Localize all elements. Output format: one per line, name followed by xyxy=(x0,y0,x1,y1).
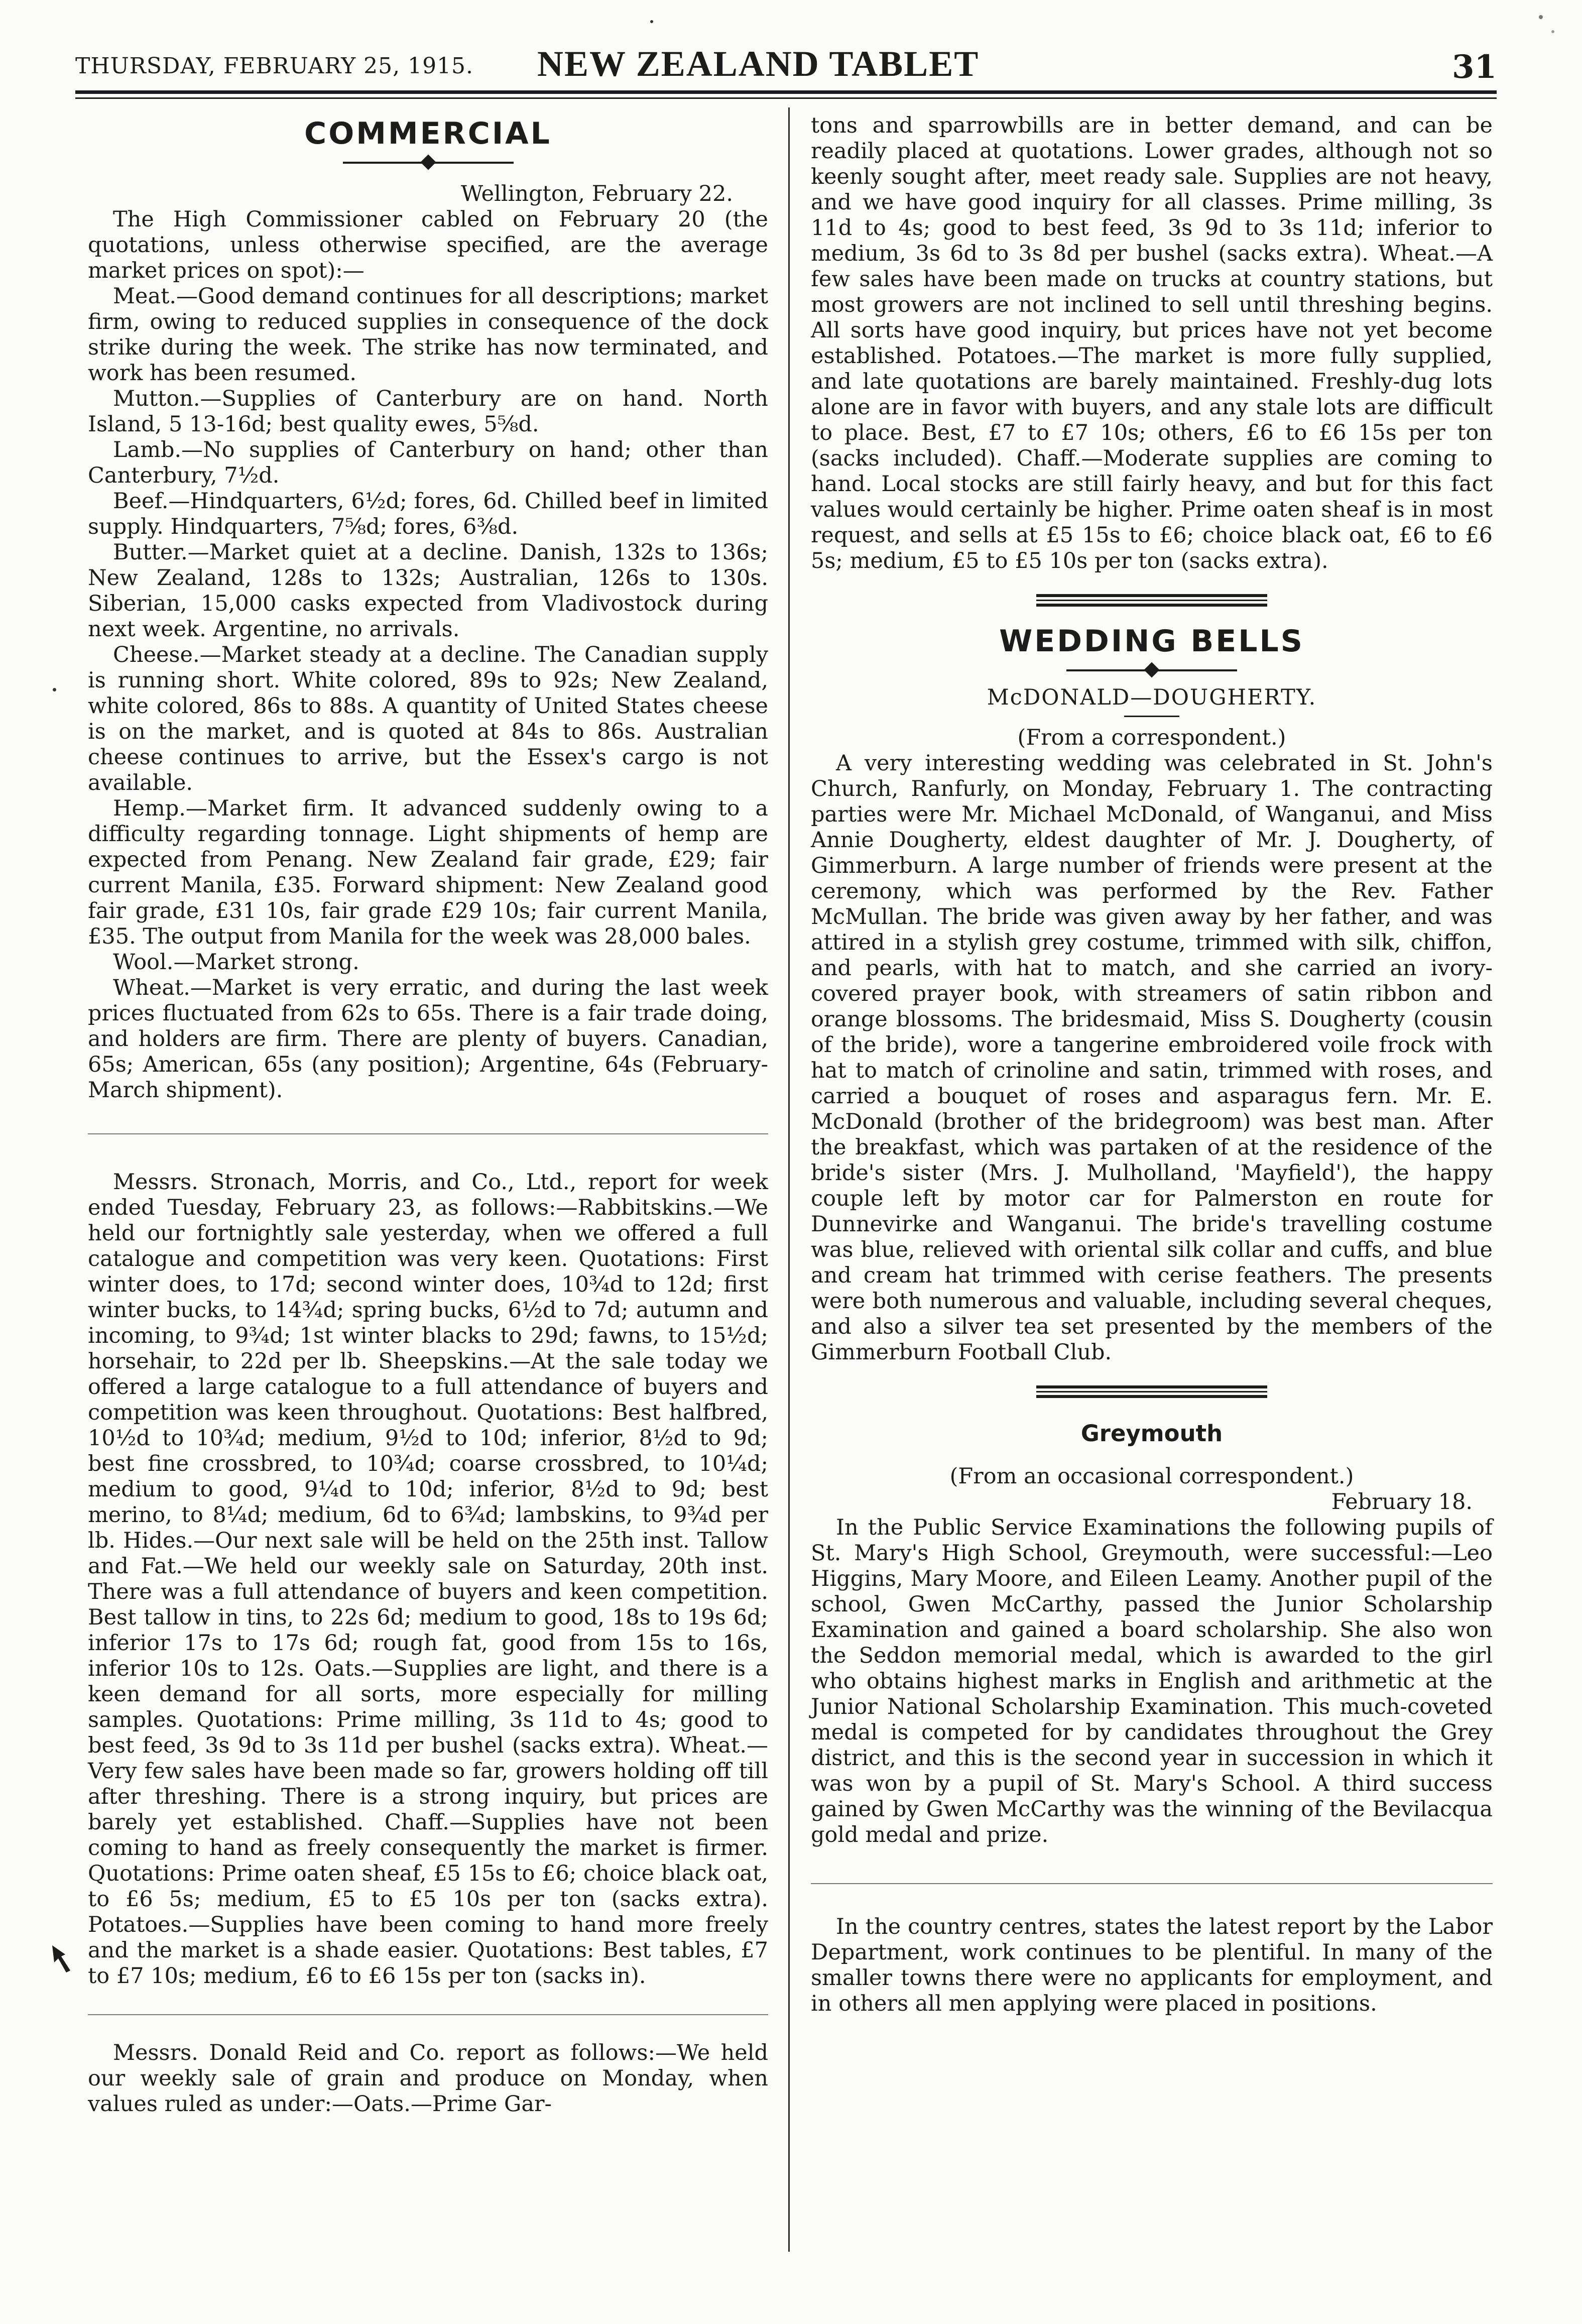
column-divider xyxy=(788,107,790,2252)
commercial-title: COMMERCIAL xyxy=(304,116,552,151)
section-divider xyxy=(811,1883,1493,1884)
section-divider xyxy=(1036,594,1267,607)
scan-speck xyxy=(1551,30,1554,33)
section-divider xyxy=(1036,1385,1267,1398)
greymouth-body: In the Public Service Examinations the following pupils of St. Mary's High School, Greymouth, were successful:—Leo Higgins, Mary Moore, and Eileen Leamy. Another pupil of the school, Gwen McCarthy, passed the Junior Scholarship Examination and gained a board scholarship. She also won the Seddon memorial medal, which is awarded to the girl who obtains highest marks in English and arithmetic at the Junior National Scholarship Examination. This much-coveted medal is competed for by candidates throughout the Grey district, and this is the second year in succession in which it was won by a pupil of St. Mary's School. A third success gained by Gwen McCarthy was the winning of the Bevilacqua gold medal and prize. xyxy=(811,1515,1493,1847)
right-column xyxy=(811,113,1493,2017)
issue-date: THURSDAY, FEBRUARY 25, 1915. xyxy=(75,53,474,79)
commercial-paragraph: Butter.—Market quiet at a decline. Danish, 132s to 136s; New Zealand, 128s to 132s; Australian, 126s to 130s. Siberian, 15,000 casks expected from Vladivostock during next week. Argentine, no arrivals. xyxy=(88,540,768,642)
header-rule xyxy=(75,90,1497,94)
greymouth-dateline: February 18. xyxy=(1331,1489,1473,1515)
commercial-paragraph: Mutton.—Supplies of Canterbury are on hand. North Island, 5 13-16d; best quality ewes, 5⅝d. xyxy=(88,386,768,437)
section-divider xyxy=(88,1133,768,1134)
margin-mark-icon xyxy=(50,1943,75,1973)
reid-report-intro: Messrs. Donald Reid and Co. report as follows:—We held our weekly sale of grain and produce on Monday, when values ruled as under:—Oats.—Prime Gar- xyxy=(88,2040,768,2117)
scan-speck xyxy=(53,688,56,691)
title-ornament xyxy=(343,155,514,170)
page-number: 31 xyxy=(1451,48,1497,86)
labor-report: In the country centres, states the latest report by the Labor Department, work continues to be plentiful. In many of the smaller towns there were no applicants for employment, and in others all men applying were placed in positions. xyxy=(811,1914,1493,2016)
commercial-paragraph: Wheat.—Market is very erratic, and during the last week prices fluctuated from 62s to 65s. There is a fair trade doing, and holders are firm. There are plenty of buyers. Canadian, 65s; American, 65s (any position); Argentine, 64s (February-March shipment). xyxy=(88,975,768,1103)
scan-speck xyxy=(650,20,653,23)
left-column xyxy=(88,113,768,2117)
commercial-paragraph: Cheese.—Market steady at a decline. The Canadian supply is running short. White colored, 89s to 92s; New Zealand, white colored, 86s to 88s. A quantity of United States cheese is on the market, and is quoted at 84s to 86s. Australian cheese continues to arrive, but the Essex's cargo is not available. xyxy=(88,642,768,795)
greymouth-byline: (From an occasional correspondent.) xyxy=(949,1464,1354,1489)
commercial-paragraph: Meat.—Good demand continues for all descriptions; market firm, owing to reduced supplies in consequence of the dock strike during the week. The strike has now terminated, and work has been resumed. xyxy=(88,284,768,386)
masthead: NEW ZEALAND TABLET xyxy=(537,44,980,84)
section-divider xyxy=(88,2014,768,2015)
wedding-body: A very interesting wedding was celebrated in St. John's Church, Ranfurly, on Monday, February 1. The contracting parties were Mr. Michael McDonald, of Wanganui, and Miss Annie Dougherty, eldest daughter of Mr. J. Dougherty, of Gimmerburn. A large number of friends were present at the ceremony, which was performed by the Rev. Father McMullan. The bride was given away by her father, and was attired in a stylish grey costume, trimmed with silk, chiffon, and pearls, with hat to match, and she carried an ivory-covered prayer book, with streamers of satin ribbon and orange blossoms. The bridesmaid, Miss S. Dougherty (cousin of the bride), wore a tangerine embroidered voile frock with hat to match of crinoline and satin, trimmed with roses, and carried a bouquet of roses and asparagus fern. Mr. E. McDonald (brother of the bridegroom) was best man. After the breakfast, which was partaken of at the residence of the bride's sister (Mrs. J. Mulholland, 'Mayfield'), the happy couple left by motor car for Palmerston en route for Dunnevirke and Wanganui. The bride's travelling costume was blue, relieved with oriental silk collar and cuffs, and blue and cream hat trimmed with cerise feathers. The presents were both numerous and valuable, including several cheques, and also a silver tea set presented by the members of the Gimmerburn Football Club. xyxy=(811,751,1493,1365)
commercial-paragraph: The High Commissioner cabled on February 20 (the quotations, unless otherwise specified, are the average market prices on spot):— xyxy=(88,207,768,283)
wedding-title: WEDDING BELLS xyxy=(999,624,1304,659)
scan-speck xyxy=(1539,15,1543,19)
stronach-report: Messrs. Stronach, Morris, and Co., Ltd., report for week ended Tuesday, February 23, as follows:—Rabbitskins.—We held our fortnightly sale yesterday, when we offered a full catalogue and competition was very keen. Quotations: First winter does, to 17d; second winter does, 10¾d to 12d; first winter bucks, to 14¾d; spring bucks, 6½d to 7d; autumn and incoming, to 9¾d; 1st winter blacks to 29d; fawns, to 15½d; horsehair, to 22d per lb. Sheepskins.—At the sale today we offered a large catalogue to a full attendance of buyers and competition was keen throughout. Quotations: Best halfbred, 10½d to 10¾d; medium, 9½d to 10d; inferior, 8½d to 9d; best fine crossbred, to 10¾d; coarse crossbred, to 10¼d; medium to good, 9¼d to 10d; inferior, 8½d to 9d; best merino, to 8¼d; medium, 6d to 6¾d; lambskins, to 9¾d per lb. Hides.—Our next sale will be held on the 25th inst. Tallow and Fat.—We held our weekly sale on Saturday, 20th inst. There was a full attendance of buyers and keen competition. Best tallow in tins, to 22s 6d; medium to good, 18s to 19s 6d; inferior 17s to 17s 6d; rough fat, good from 15s to 16s, inferior 10s to 12s. Oats.—Supplies are light, and there is a keen demand for all sorts, more especially for milling samples. Quotations: Prime milling, 3s 11d to 4s; good to best feed, 3s 9d to 3s 11d per bushel (sacks extra). Wheat.—Very few sales have been made so far, growers holding off till after threshing. There is a strong inquiry, but prices are barely yet established. Chaff.—Supplies have not been coming to hand as freely consequently the market is firmer. Quotations: Prime oaten sheaf, £5 15s to £6; choice black oat, to £6 5s; medium, £5 to £5 10s per ton (sacks extra). Potatoes.—Supplies have been coming to hand more freely and the market is a shade easier. Quotations: Best tables, £7 to £7 10s; medium, £6 to £6 15s per ton (sacks in). xyxy=(88,1170,768,1989)
commercial-dateline: Wellington, February 22. xyxy=(460,181,733,206)
header-rule-thin xyxy=(75,97,1497,99)
wedding-byline: (From a correspondent.) xyxy=(1017,725,1286,750)
wedding-subtitle: McDONALD—DOUGHERTY. xyxy=(987,685,1317,710)
greymouth-title: Greymouth xyxy=(1080,1420,1223,1447)
page-header xyxy=(75,41,1497,86)
commercial-paragraph: Beef.—Hindquarters, 6½d; fores, 6d. Chilled beef in limited supply. Hindquarters, 7⅝d; fores, 6⅜d. xyxy=(88,489,768,539)
short-rule xyxy=(1124,716,1179,717)
commercial-paragraph: Wool.—Market strong. xyxy=(113,950,359,975)
reid-report-continued: tons and sparrowbills are in better demand, and can be readily placed at quotations. Lower grades, although not so keenly sought after, meet ready sale. Supplies are not heavy, and we have good inquiry for all classes. Prime milling, 3s 11d to 4s; good to best feed, 3s 9d to 3s 11d; inferior to medium, 3s 6d to 3s 8d per bushel (sacks extra). Wheat.—A few sales have been made on trucks at country stations, but most growers are not inclined to sell until threshing begins. All sorts have good inquiry, but prices have not yet become established. Potatoes.—The market is more fully supplied, and late quotations are barely maintained. Freshly-dug lots alone are in favor with buyers, and any stale lots are difficult to place. Best, £7 to £7 10s; others, £6 to £6 15s per ton (sacks included). Chaff.—Moderate supplies are coming to hand. Local stocks are still fairly heavy, and but for this fact values would certainly be higher. Prime oaten sheaf is in most request, and sells at £5 15s to £6; choice black oat, £6 to £6 5s; medium, £5 to £5 10s per ton (sacks extra). xyxy=(811,113,1493,573)
title-ornament xyxy=(1066,663,1237,678)
commercial-paragraph: Hemp.—Market firm. It advanced suddenly owing to a difficulty regarding tonnage. Light shipments of hemp are expected from Penang. New Zealand fair grade, £29; fair current Manila, £35. Forward shipment: New Zealand good fair grade, £31 10s, fair grade £29 10s; fair current Manila, £35. The output from Manila for the week was 28,000 bales. xyxy=(88,796,768,949)
commercial-paragraph: Lamb.—No supplies of Canterbury on hand; other than Canterbury, 7½d. xyxy=(88,437,768,488)
